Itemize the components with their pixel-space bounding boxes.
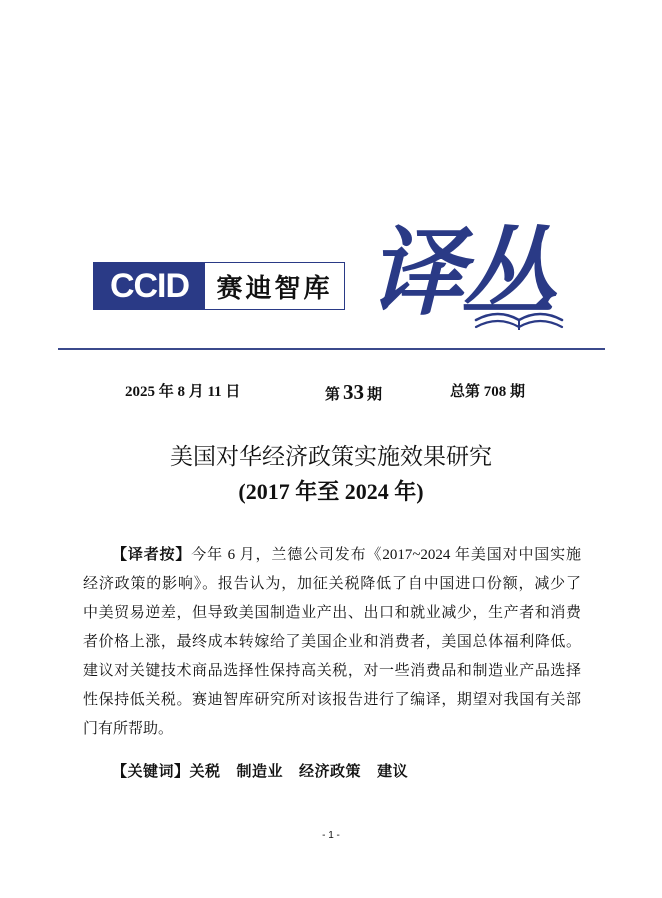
issue-number-prefix: 第 bbox=[325, 387, 341, 403]
keyword: 建议 bbox=[377, 764, 409, 780]
note-line: 门有所帮助。 bbox=[83, 721, 174, 737]
ccid-logo-mark: CCID bbox=[94, 263, 205, 309]
book-icon bbox=[474, 306, 564, 332]
issue-date: 2025 年 8 月 11 日 bbox=[125, 384, 241, 400]
keywords-label: 【关键词】 bbox=[112, 764, 190, 780]
ccid-think-tank-logo bbox=[93, 262, 345, 310]
note-line: 者价格上涨，最终成本转嫁给了美国企业和消费者，美国总体福利降低。 bbox=[83, 634, 581, 650]
issue-number bbox=[325, 378, 382, 406]
document-subtitle: (2017 年至 2024 年) bbox=[238, 479, 424, 504]
page-number: - 1 - bbox=[322, 830, 340, 841]
keyword: 经济政策 bbox=[299, 764, 362, 780]
series-title: 译丛 bbox=[368, 220, 552, 327]
note-line: 建议对关键技术商品选择性保持高关税，对一些消费品和制造业产品选择 bbox=[83, 663, 581, 679]
translator-note-label: 【译者按】 bbox=[112, 547, 192, 563]
translator-note bbox=[83, 541, 581, 744]
think-tank-name: 赛迪智库 bbox=[216, 273, 333, 304]
issue-total-number: 总第 708 期 bbox=[450, 384, 526, 400]
keyword: 制造业 bbox=[236, 764, 284, 780]
keyword: 关税 bbox=[189, 764, 221, 780]
document-title: 美国对华经济政策实施效果研究 bbox=[170, 444, 492, 469]
note-line-text: 今年 6 月，兰德公司发布《2017~2024 年美国对中国实施 bbox=[191, 547, 581, 563]
note-line: 经济政策的影响》。报告认为，加征关税降低了自中国进口份额，减少了 bbox=[83, 576, 581, 592]
note-line: 性保持低关税。赛迪智库研究所对该报告进行了编译，期望对我国有关部 bbox=[83, 692, 581, 708]
keywords bbox=[112, 758, 424, 787]
issue-number-suffix: 期 bbox=[367, 387, 383, 403]
header-divider bbox=[58, 348, 605, 350]
issue-number-value: 33 bbox=[343, 380, 365, 404]
note-line bbox=[83, 541, 581, 570]
note-line: 中美贸易逆差，但导致美国制造业产出、出口和就业减少，生产者和消费 bbox=[83, 605, 581, 621]
